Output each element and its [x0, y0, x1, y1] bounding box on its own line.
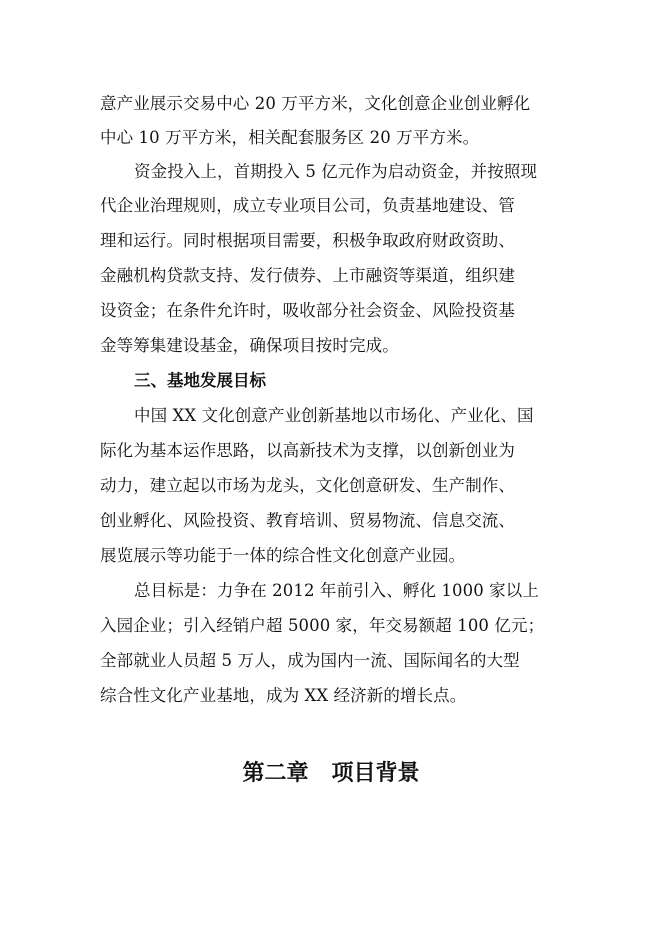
- text-line: 中心 10 万平方米，相关配套服务区 20 万平方米。: [100, 128, 480, 147]
- text-line: 全部就业人员超 5 万人，成为国内一流、国际闻名的大型: [100, 651, 520, 670]
- text-line: 创业孵化、风险投资、教育培训、贸易物流、信息交流、: [100, 511, 515, 530]
- text-line: 际化为基本运作思路，以高新技术为支撑，以创新创业为: [100, 441, 515, 460]
- text-line: 金融机构贷款支持、发行债券、上市融资等渠道，组织建: [100, 266, 515, 285]
- text-line: 动力，建立起以市场为龙头，文化创意研发、生产制作、: [100, 476, 515, 495]
- text-line: 入园企业；引入经销户超 5000 家，年交易额超 100 亿元；: [100, 616, 545, 635]
- text-line: 展览展示等功能于一体的综合性文化创意产业园。: [100, 546, 466, 565]
- text-line: 中国 XX 文化创意产业创新基地以市场化、产业化、国: [134, 406, 534, 425]
- text-line: 代企业治理规则，成立专业项目公司，负责基地建设、管: [100, 196, 515, 215]
- text-line: 综合性文化产业基地，成为 XX 经济新的增长点。: [100, 686, 467, 705]
- text-line: 意产业展示交易中心 20 万平方米，文化创意企业创业孵化: [100, 94, 531, 113]
- text-line: 资金投入上，首期投入 5 亿元作为启动资金，并按照现: [134, 162, 538, 181]
- text-line: 总目标是：力争在 2012 年前引入、孵化 1000 家以上: [134, 581, 539, 600]
- section-heading: 三、基地发展目标: [134, 371, 266, 390]
- text-line: 金等筹集建设基金，确保项目按时完成。: [100, 336, 399, 355]
- text-line: 理和运行。同时根据项目需要，积极争取政府财政资助、: [100, 231, 515, 250]
- text-line: 设资金；在条件允许时，吸收部分社会资金、风险投资基: [100, 301, 515, 320]
- chapter-title: 第二章 项目背景: [242, 761, 420, 786]
